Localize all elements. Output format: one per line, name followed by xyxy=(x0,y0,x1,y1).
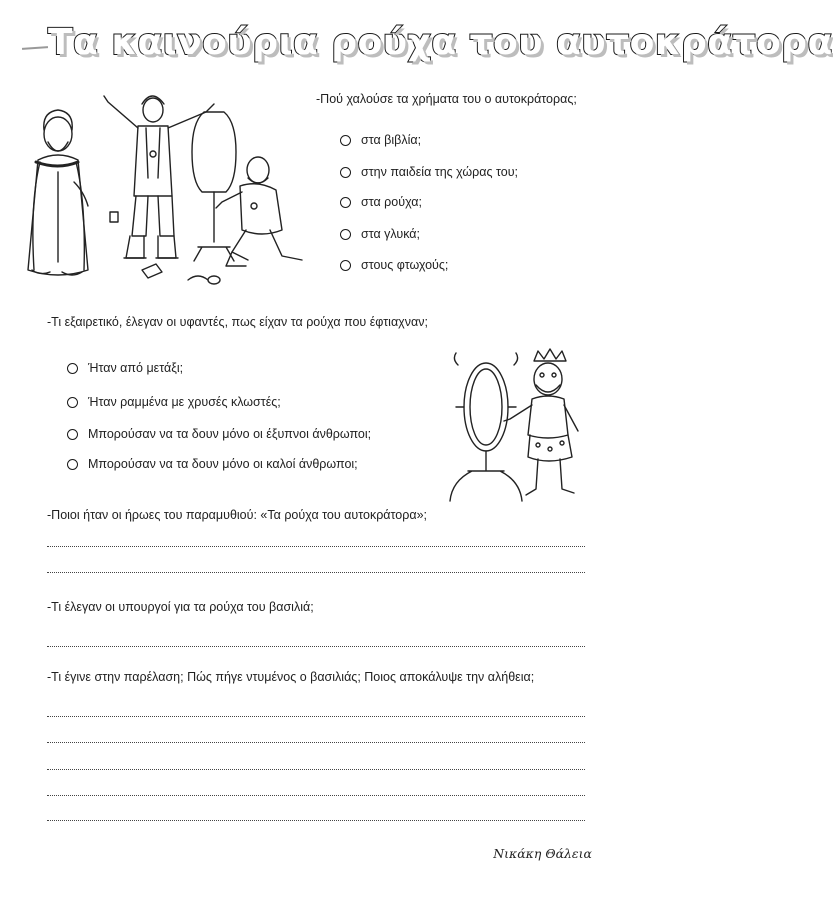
q2-option-4[interactable] xyxy=(67,457,358,471)
q2-option-1[interactable] xyxy=(67,361,183,375)
answer-line[interactable] xyxy=(47,546,585,547)
dress-form xyxy=(192,112,236,261)
king-mirror-illustration xyxy=(438,345,588,505)
q1-option-5[interactable] xyxy=(340,258,448,272)
option-label: στα βιβλία; xyxy=(361,133,422,147)
radio-circle-icon[interactable] xyxy=(340,260,351,271)
option-label: Ήταν από μετάξι; xyxy=(88,361,184,375)
radio-circle-icon[interactable] xyxy=(67,363,78,374)
q1-option-1[interactable] xyxy=(340,133,421,147)
radio-circle-icon[interactable] xyxy=(67,429,78,440)
answer-line[interactable] xyxy=(47,820,585,821)
radio-circle-icon[interactable] xyxy=(67,459,78,470)
question-2: -Τι εξαιρετικό, έλεγαν οι υφαντές, πως είχαν τα ρούχα που έφτιαχναν; xyxy=(47,315,428,329)
radio-circle-icon[interactable] xyxy=(340,135,351,146)
kneeling-tailor-figure xyxy=(216,157,302,266)
radio-circle-icon[interactable] xyxy=(340,197,351,208)
tailors-fitting-illustration xyxy=(18,82,308,297)
option-label: στα γλυκά; xyxy=(361,227,421,241)
question-1: -Πού χαλούσε τα χρήματα του ο αυτοκράτορας; xyxy=(316,92,577,106)
q1-option-2[interactable] xyxy=(340,165,518,179)
option-label: στα ρούχα; xyxy=(361,195,422,209)
answer-line[interactable] xyxy=(47,769,585,770)
option-label: Ήταν ραμμένα με χρυσές κλωστές; xyxy=(88,395,281,409)
answer-line[interactable] xyxy=(47,716,585,717)
radio-circle-icon[interactable] xyxy=(67,397,78,408)
page-title: Τα καινούρια ρούχα του αυτοκράτορα xyxy=(48,22,833,63)
radio-circle-icon[interactable] xyxy=(340,229,351,240)
king-figure xyxy=(504,349,578,495)
mirror xyxy=(450,353,522,501)
answer-line[interactable] xyxy=(47,795,585,796)
option-label: στους φτωχούς; xyxy=(361,258,449,272)
q2-option-2[interactable] xyxy=(67,395,281,409)
author-signature: Νικάκη Θάλεια xyxy=(493,846,592,861)
q2-option-3[interactable] xyxy=(67,427,371,441)
minister-figure xyxy=(28,110,88,275)
question-4: -Τι έλεγαν οι υπουργοί για τα ρούχα του βασιλιά; xyxy=(47,600,314,614)
option-label: Μπορούσαν να τα δουν μόνο οι καλοί άνθρωποι; xyxy=(88,457,358,471)
title-decoration xyxy=(22,46,48,50)
sewing-items xyxy=(110,212,220,284)
answer-line[interactable] xyxy=(47,742,585,743)
question-5: -Τι έγινε στην παρέλαση; Πώς πήγε ντυμένος ο βασιλιάς; Ποιος αποκάλυψε την αλήθεια; xyxy=(47,670,535,684)
answer-line[interactable] xyxy=(47,646,585,647)
question-3: -Ποιοι ήταν οι ήρωες του παραμυθιού: «Τα ρούχα του αυτοκράτορα»; xyxy=(47,508,428,522)
radio-circle-icon[interactable] xyxy=(340,167,351,178)
option-label: στην παιδεία της χώρας του; xyxy=(361,165,519,179)
answer-line[interactable] xyxy=(47,572,585,573)
q1-option-4[interactable] xyxy=(340,227,420,241)
option-label: Μπορούσαν να τα δουν μόνο οι έξυπνοι άνθρωποι; xyxy=(88,427,372,441)
q1-option-3[interactable] xyxy=(340,195,422,209)
